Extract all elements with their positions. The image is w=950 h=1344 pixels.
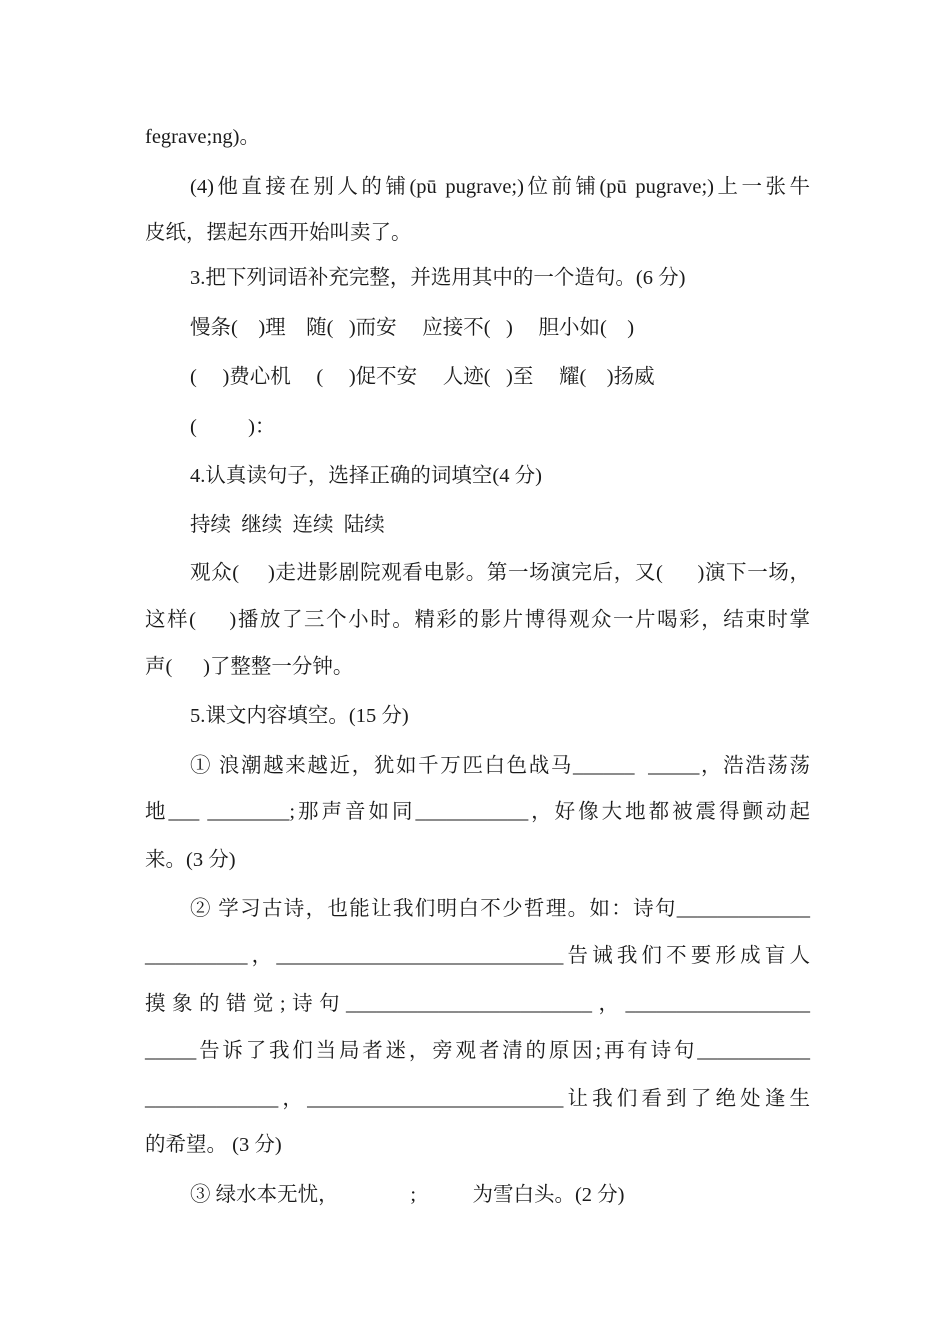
- question-3-heading: 3.把下列词语补充完整，并选用其中的一个造句。(6 分): [190, 267, 686, 289]
- question-2-4-line-1: (4)他直接在别人的铺(pū pugrave;)位前铺(pū pugrave;)上一张牛: [190, 176, 810, 198]
- question-2-4-line-2: 皮纸，摆起东西开始叫卖了。: [145, 222, 412, 244]
- question-5-2-line-6: 的希望。 (3 分): [145, 1134, 282, 1156]
- question-5-2-line-5: _____________，_________________________让我们看到了绝处逢生: [145, 1088, 810, 1110]
- question-4-word-choices: 持续 继续 连续 陆续: [190, 514, 385, 536]
- question-4-passage-line-1: 观众( )走进影剧院观看电影。第一场演完后，又( )演下一场，: [190, 562, 810, 584]
- question-5-heading: 5.课文内容填空。(15 分): [190, 705, 409, 727]
- question-3-words-row-2: ( )费心机 ( )促不安 人迹( )至 耀( )扬威: [190, 366, 655, 388]
- text-line-1: fegrave;ng)。: [145, 126, 260, 148]
- question-5-1-line-1: ① 浪潮越来越近，犹如千万匹白色战马______ _____，浩浩荡荡: [190, 755, 810, 777]
- question-5-2-line-1: ② 学习古诗，也能让我们明白不少哲理。如：诗句_____________: [190, 898, 810, 920]
- question-5-3-line-1: ③ 绿水本无忧， ; 为雪白头。(2 分): [190, 1184, 625, 1206]
- question-5-1-line-2: 地___ ________;那声音如同___________，好像大地都被震得颤动起: [145, 801, 810, 823]
- question-5-2-line-3: 摸象的错觉;诗句________________________，__________________: [145, 993, 810, 1015]
- question-4-heading: 4.认真读句子，选择正确的词填空(4 分): [190, 465, 542, 487]
- question-4-passage-line-3: 声( )了整整一分钟。: [145, 656, 354, 678]
- question-3-words-row-1: 慢条( )理 随( )而安 应接不( ) 胆小如( ): [190, 317, 635, 339]
- question-5-2-line-4: _____告诉了我们当局者迷，旁观者清的原因;再有诗句___________: [145, 1040, 810, 1062]
- question-4-passage-line-2: 这样( )播放了三个小时。精彩的影片博得观众一片喝彩，结束时掌: [145, 609, 810, 631]
- question-3-sentence-blank: ( )：: [190, 416, 276, 438]
- question-5-2-line-2: __________，____________________________告诫我们不要形成盲人: [145, 945, 810, 967]
- question-5-1-line-3: 来。(3 分): [145, 849, 236, 871]
